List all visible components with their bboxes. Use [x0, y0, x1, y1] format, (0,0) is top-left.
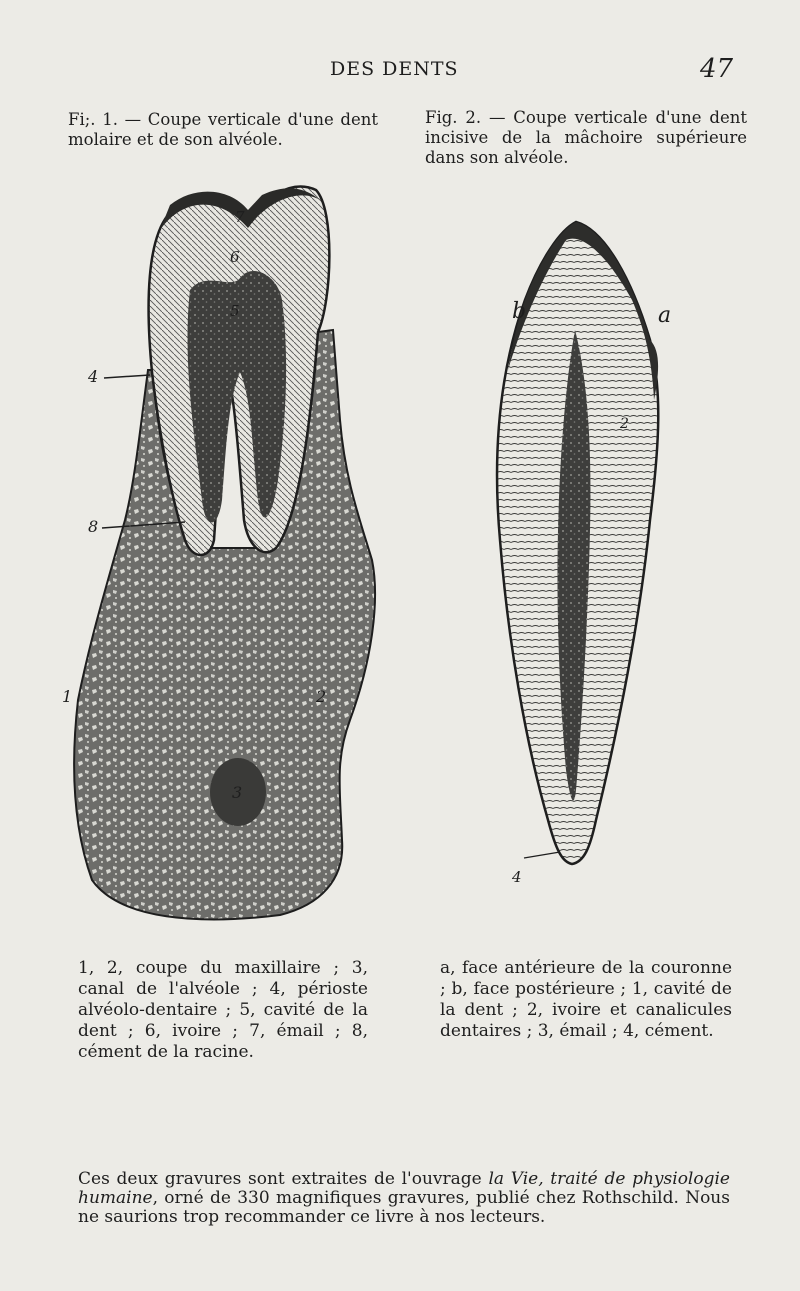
label-fig1-5: 5 [230, 302, 240, 320]
label-fig1-4: 4 [88, 367, 99, 386]
page-number: 47 [700, 54, 734, 84]
footnote-text-before: Ces deux gravures sont extraites de l'ouvrage [78, 1169, 489, 1189]
figure-2-legend: a, face antérieure de la couronne ; b, face postérieure ; 1, cavité de la dent ; 2, ivoire et canalicules dentaires ; 3, émail ; 4, cément. [440, 958, 732, 1041]
label-fig2-b: b [512, 299, 527, 324]
figure-1-legend: 1, 2, coupe du maxillaire ; 3, canal de l'alvéole ; 4, périoste alvéolo-dentaire ; 5, cavité de la dent ; 6, ivoire ; 7, émail ; 8, cément de la racine. [78, 958, 368, 1062]
label-fig2-2: 2 [620, 416, 629, 432]
label-fig1-3: 3 [232, 783, 243, 802]
label-fig1-2: 2 [316, 687, 327, 706]
running-title: DES DENTS [330, 58, 459, 80]
figure-1-caption: Fi;. 1. — Coupe verticale d'une dent molaire et de son alvéole. [68, 110, 378, 149]
label-fig2-4: 4 [512, 868, 522, 886]
label-fig1-6: 6 [230, 248, 240, 266]
footnote [78, 1170, 730, 1227]
footnote-text-after: , orné de 330 magnifiques gravures, publié chez Rothschild. Nous ne saurions trop recommander ce livre à nos lecteurs. [78, 1188, 730, 1227]
footnote-book-title: la Vie, traité de physiologie humaine [78, 1169, 730, 1208]
label-fig1-8: 8 [88, 517, 99, 536]
label-fig2-a: a [658, 303, 672, 328]
label-fig1-1: 1 [62, 687, 73, 706]
label-fig1-7: 7 [235, 208, 245, 226]
figure-2-caption: Fig. 2. — Coupe verticale d'une dent incisive de la mâchoire supérieure dans son alvéole. [425, 108, 747, 167]
